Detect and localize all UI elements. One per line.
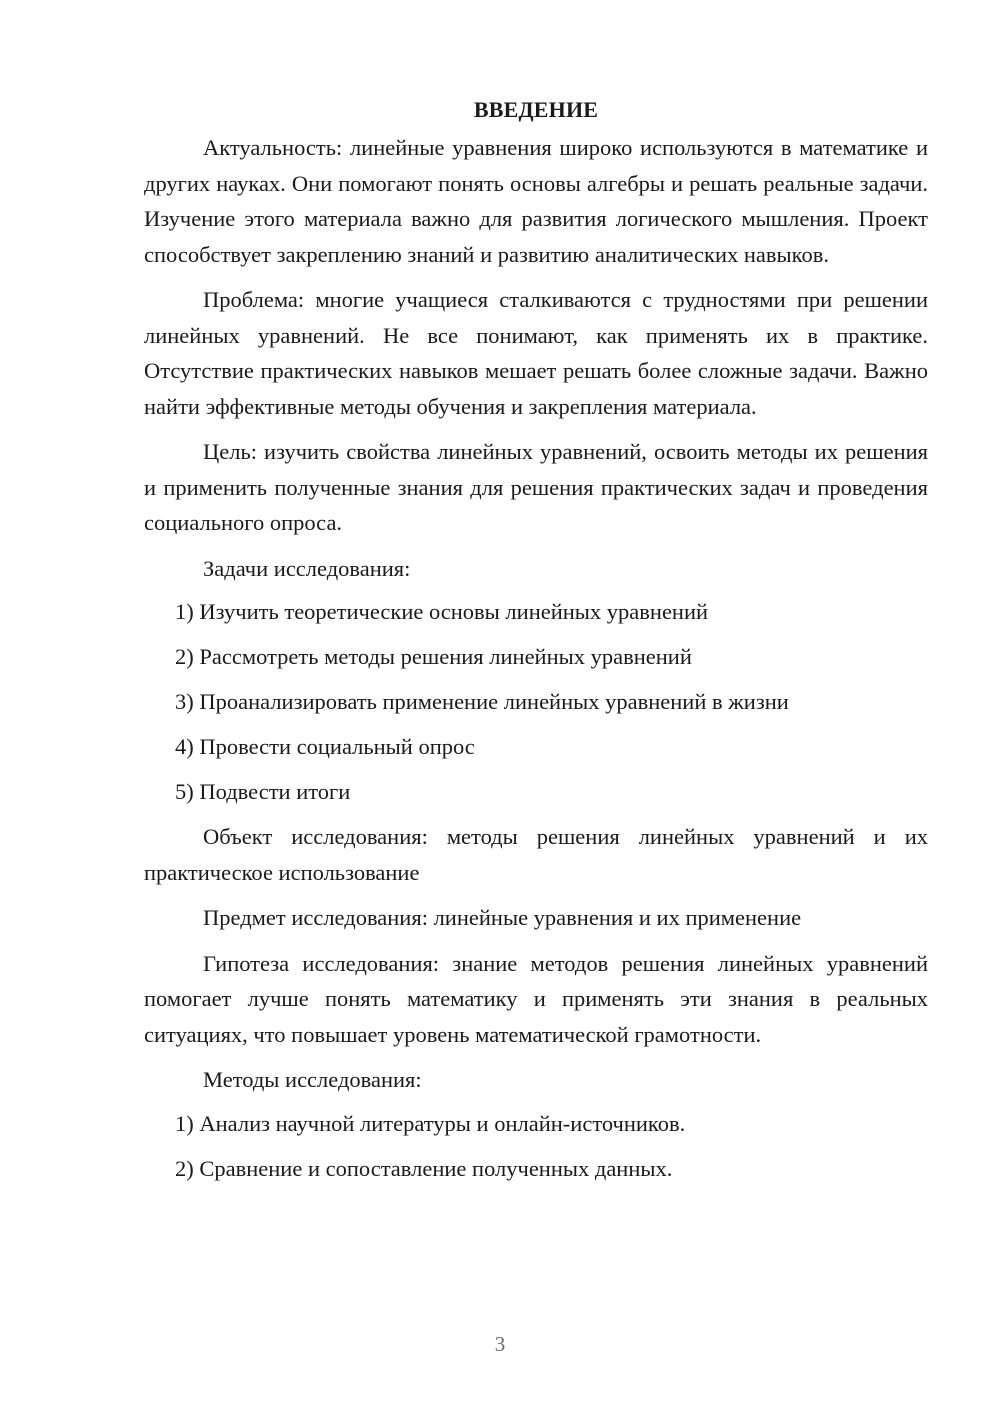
list-item: 5) Подвести итоги [175,779,351,804]
tasks-list [144,594,928,810]
section-title: ВВЕДЕНИЕ [473,97,599,122]
list-item: 4) Провести социальный опрос [175,734,475,759]
subject-paragraph: Предмет исследования: линейные уравнения и их применение [203,905,802,930]
list-item: 2) Сравнение и сопоставление полученных данных. [175,1155,673,1181]
methods-heading: Методы исследования: [203,1067,422,1092]
list-item: 3) Проанализировать применение линейных уравнений в жизни [175,689,789,714]
object-paragraph: Объект исследования: методы решения линейных уравнений и их практическое использование [144,824,928,885]
tasks-heading: Задачи исследования: [203,555,411,581]
hypothesis-paragraph: Гипотеза исследования: знание методов решения линейных уравнений помогает лучше понять математику и применять эти знания в реальных ситуациях, что повышает уровень математической грамотности. [144,950,928,1047]
document-page [144,90,928,1196]
goal-paragraph: Цель: изучить свойства линейных уравнений, освоить методы их решения и применить полученные знания для решения практических задач и проведения социального опроса. [144,439,928,535]
relevance-paragraph: Актуальность: линейные уравнения широко используются в математике и других науках. Они помогают понять основы алгебры и решать реальные задачи. Изучение этого материала важно для развития логического мышления. Проект способствует закреплению знаний и развитию аналитических навыков. [144,135,928,267]
page-number: 3 [494,1332,506,1356]
list-item: 1) Анализ научной литературы и онлайн-источников. [175,1110,686,1136]
list-item: 2) Рассмотреть методы решения линейных уравнений [175,644,692,669]
problem-paragraph: Проблема: многие учащиеся сталкиваются с трудностями при решении линейных уравнений. Не все понимают, как применять их в практике. Отсутствие практических навыков мешает решать более сложные задачи. Важно найти эффективные методы обучения и закрепления материала. [144,287,928,419]
methods-list [144,1106,928,1187]
list-item: 1) Изучить теоретические основы линейных уравнений [175,599,709,624]
